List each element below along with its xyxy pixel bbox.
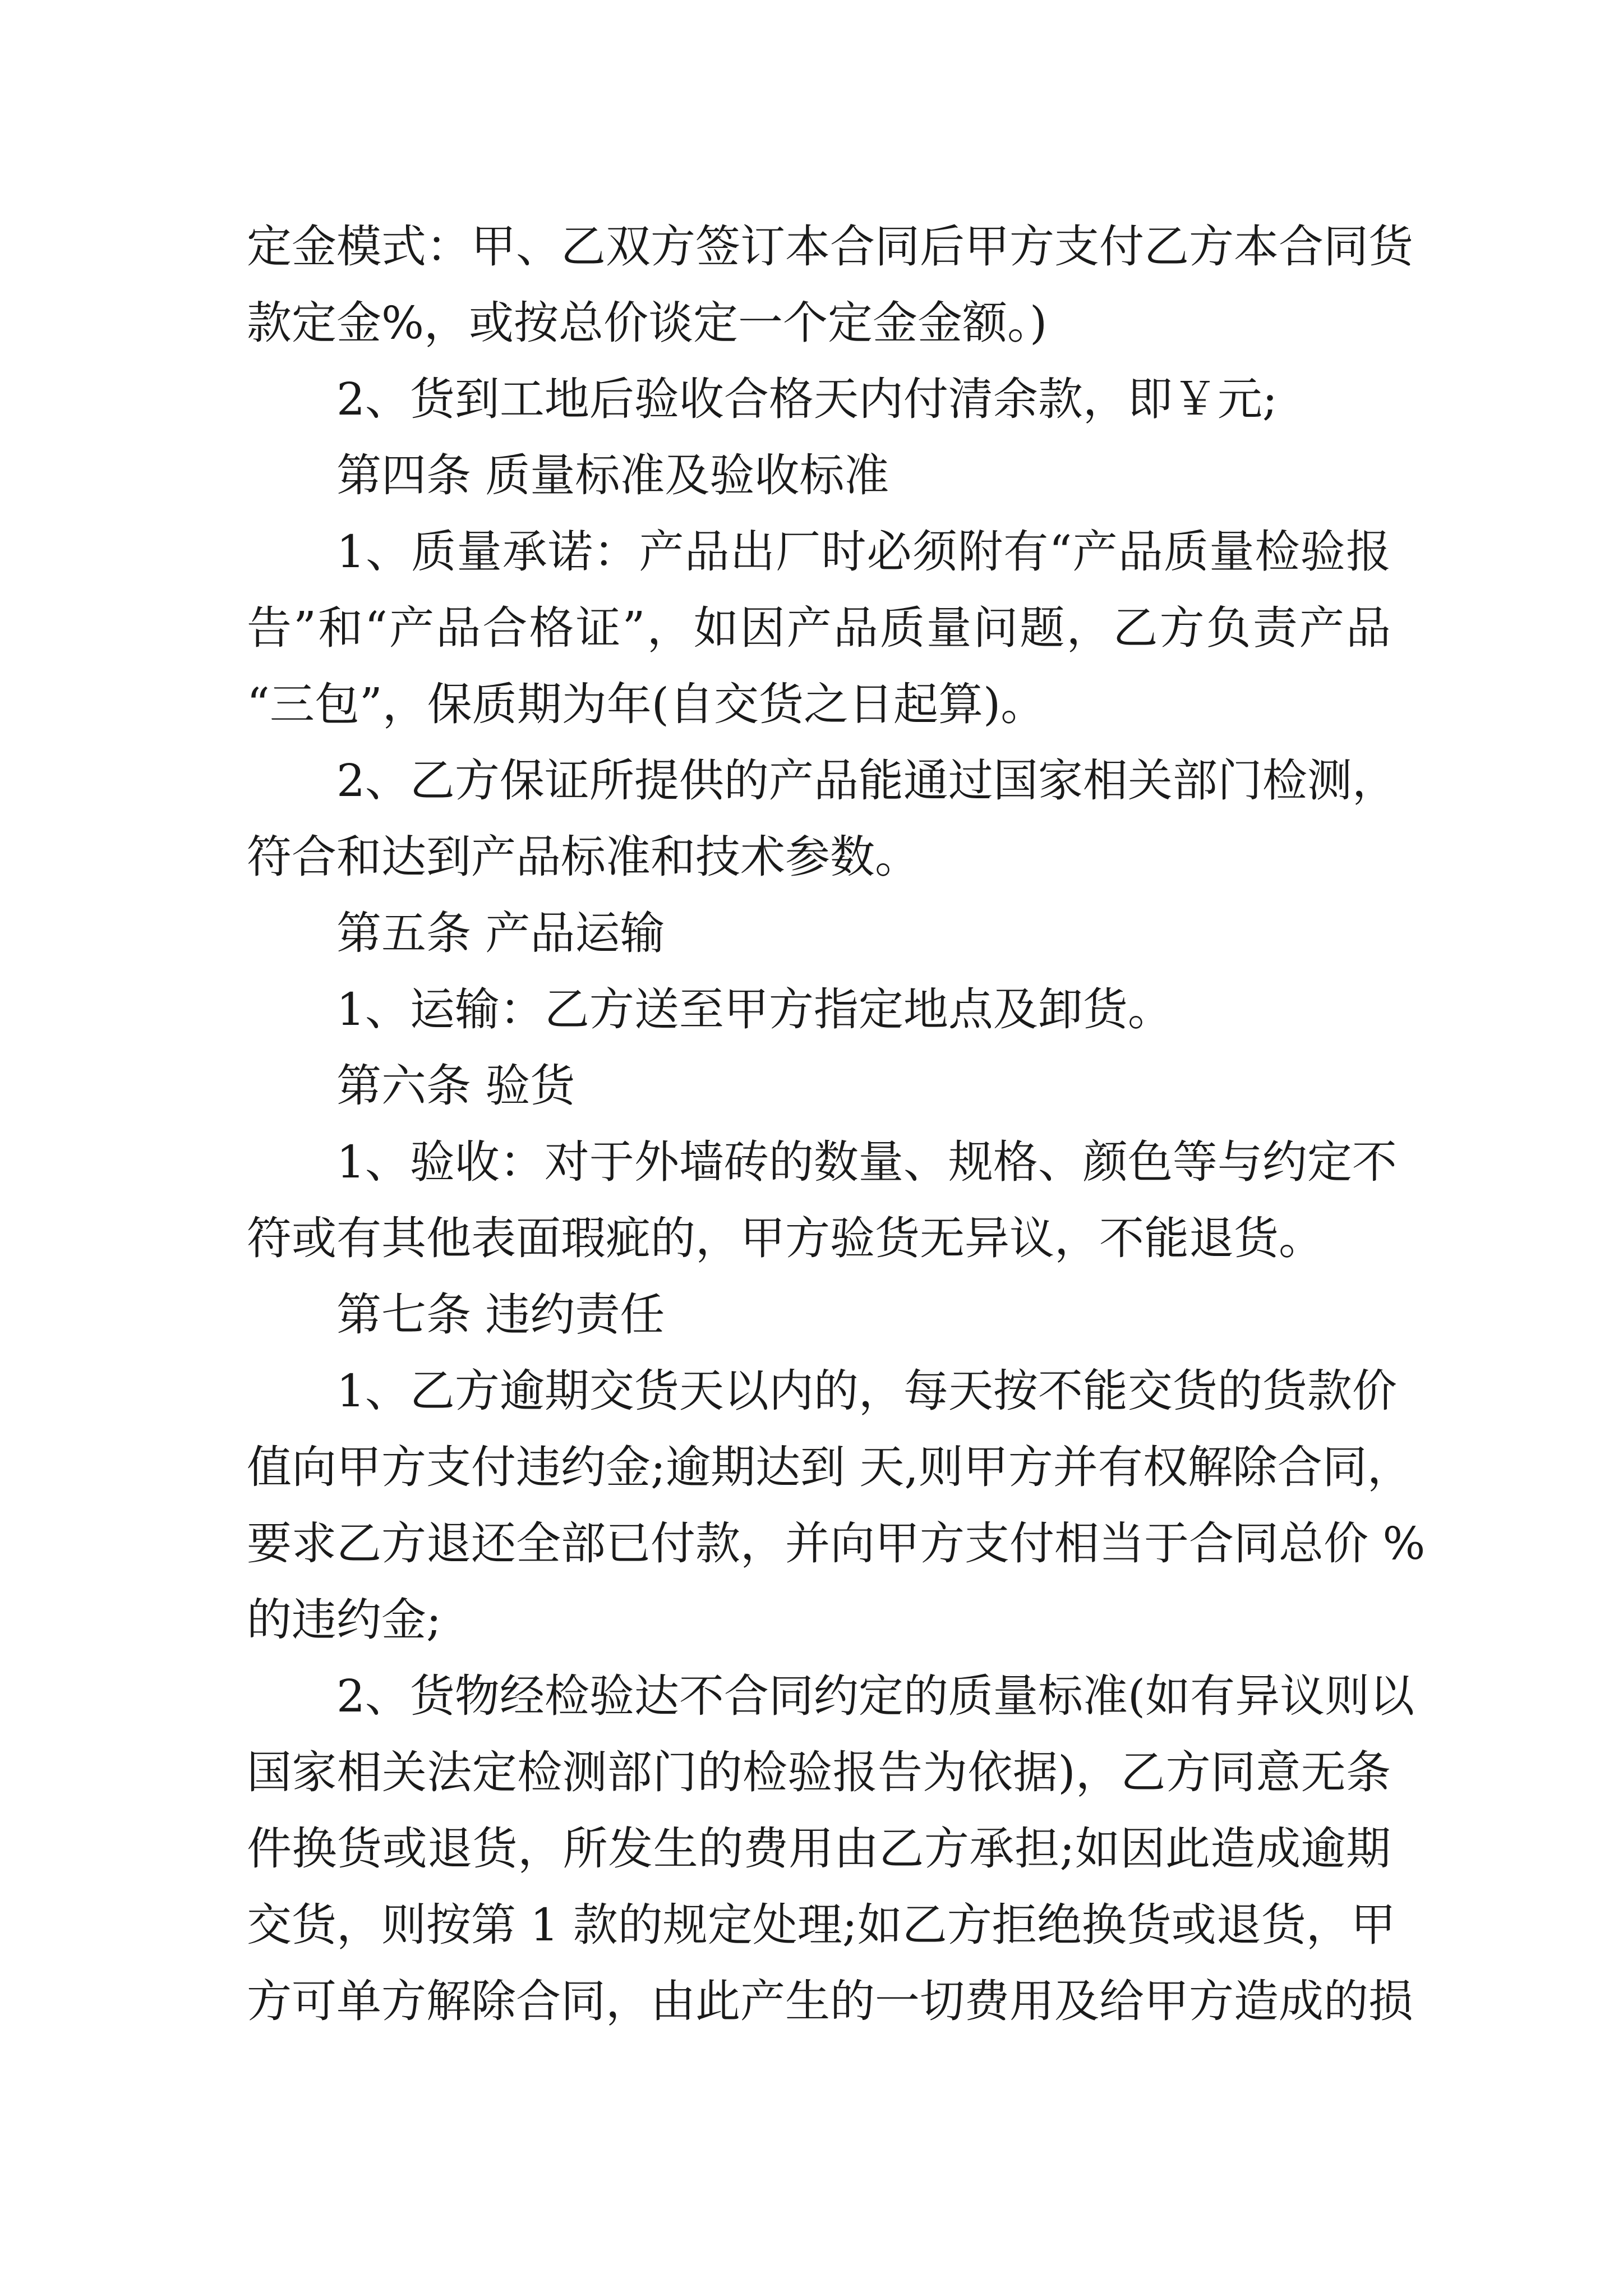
text-line: 款定金%，或按总价谈定一个定金金额。) <box>247 297 1048 349</box>
section-heading: 第七条 违约责任 <box>336 1289 665 1341</box>
text-line: 要求乙方退还全部已付款，并向甲方支付相当于合同总价 % <box>247 1517 1426 1570</box>
text-line: 1、运输：乙方送至甲方指定地点及卸货。 <box>336 983 1173 1036</box>
section-heading: 第四条 质量标准及验收标准 <box>336 449 889 501</box>
text-line: 告”和“产品合格证”，如因产品质量问题，乙方负责产品 <box>247 602 1391 654</box>
text-line: 交货，则按第 1 款的规定处理;如乙方拒绝换货或退货，甲 <box>247 1899 1396 1951</box>
text-line: 1、乙方逾期交货天以内的，每天按不能交货的货款价 <box>336 1365 1397 1417</box>
text-line: “三包”，保质期为年(自交货之日起算)。 <box>247 678 1046 730</box>
text-line: 方可单方解除合同，由此产生的一切费用及给甲方造成的损 <box>247 1975 1413 2027</box>
text-line: 2、乙方保证所提供的产品能通过国家相关部门检测， <box>336 754 1397 807</box>
text-line: 件换货或退货，所发生的费用由乙方承担;如因此造成逾期 <box>247 1823 1391 1875</box>
contract-body <box>247 209 1426 2040</box>
text-line: 2、货到工地后验收合格天内付清余款，即￥元; <box>336 373 1278 425</box>
text-line: 国家相关法定检测部门的检验报告为依据)，乙方同意无条 <box>247 1746 1391 1798</box>
text-line: 定金模式：甲、乙双方签订本合同后甲方支付乙方本合同货 <box>247 220 1413 273</box>
section-heading: 第六条 验货 <box>336 1060 575 1112</box>
text-line: 1、验收：对于外墙砖的数量、规格、颜色等与约定不 <box>336 1136 1397 1188</box>
text-line: 符合和达到产品标准和技术参数。 <box>247 831 920 883</box>
text-line: 值向甲方支付违约金;逾期达到 天,则甲方并有权解除合同， <box>247 1441 1412 1493</box>
text-line: 1、质量承诺：产品出厂时必须附有“产品质量检验报 <box>336 526 1391 578</box>
text-line: 符或有其他表面瑕疵的，甲方验货无异议，不能退货。 <box>247 1212 1324 1264</box>
text-line: 2、货物经检验达不合同约定的质量标准(如有异议则以 <box>336 1670 1415 1722</box>
text-line: 的违约金; <box>247 1594 441 1646</box>
section-heading: 第五条 产品运输 <box>336 907 665 959</box>
